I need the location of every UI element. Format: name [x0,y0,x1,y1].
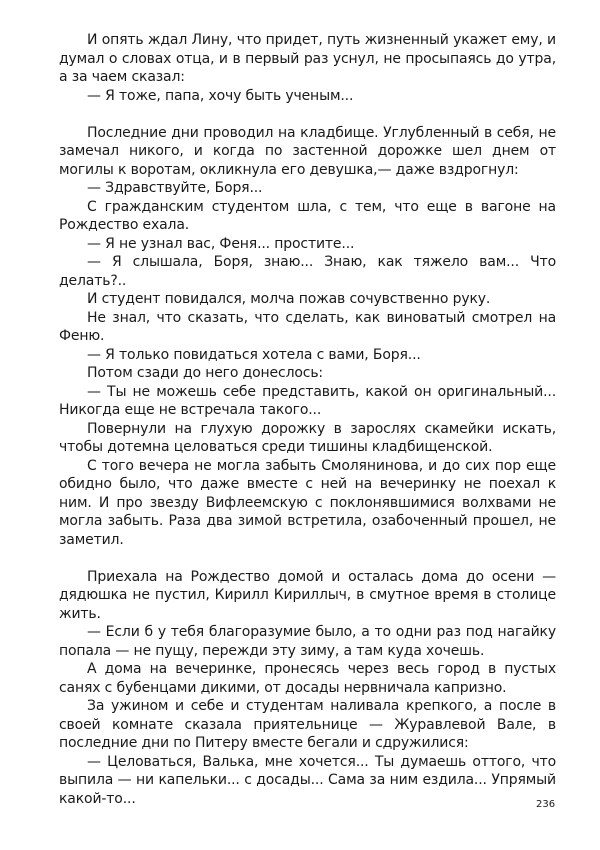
paragraph: — Ты не можешь себе представить, какой он оригинальный... Никогда еще не встречала такого... [59,383,556,418]
section-break [59,105,556,124]
paragraph: Приехала на Рождество домой и осталась дома до осени — дядюшка не пустил, Кирилл Кириллыч, в смутное время в столице жить. [59,568,556,622]
paragraph: С того вечера не могла забыть Смолянинова, и до сих пор еще обидно было, что даже вместе с ней на вечеринку не поехал к ним. И про звезду Вифлеемскую с поклонявшимися волхвами не могла забыть. Раза два зимой встретила, озабоченный прошел, не заметил. [59,457,556,548]
paragraph: Потом сзади до него донеслось: [87,365,323,381]
paragraph: И опять ждал Лину, что придет, путь жизненный укажет ему, и думал о словах отца, и в первый раз уснул, не просыпаясь до утра, а за чаем сказал: [59,32,556,85]
paragraph: За ужином и себе и студентам наливала крепкого, а после в своей комнате сказала приятельнице — Журавлевой Вале, в последние дни по Питеру вместе бегали и сдружилися: [59,698,556,751]
page-number: 236 [536,799,556,810]
paragraph: Повернули на глухую дорожку в зарослях скамейки искать, чтобы дотемна целоваться среди тишины кладбищенской. [59,420,556,455]
paragraph: — Я тоже, папа, хочу быть ученым... [87,87,354,104]
paragraph: С гражданским студентом шла, с тем, что еще в вагоне на Рождество ехала. [59,198,556,233]
paragraph: — Если б у тебя благоразумие было, а то одни раз под нагайку попала — не пущу, пережди эту зиму, а там куда хочешь. [59,624,556,659]
paragraph: И студент повидался, молча пожав сочувственно руку. [87,291,491,307]
paragraph: — Я только повидаться хотела с вами, Боря... [87,346,421,363]
paragraph: Не знал, что сказать, что сделать, как виноватый смотрел на Феню. [59,309,556,344]
paragraph: Последние дни проводил на кладбище. Углубленный в себя, не замечал никого, и когда по застенной дорожке шел днем от могилы к воротам, окликнула его девушка,— даже вздрогнул: [59,124,556,178]
paragraph: — Целоваться, Валька, мне хочется... Ты думаешь оттого, что выпила — ни капельки... с досады... Сама за ним ездила... Упрямый какой-то... [59,753,556,807]
page-text [59,31,556,808]
paragraph: А дома на вечеринке, пронесясь через весь город в пустых санях с бубенцами дикими, от досады нервничала капризно. [59,661,556,696]
paragraph: — Я слышала, Боря, знаю... Знаю, как тяжело вам... Что делать?.. [59,254,556,289]
paragraph: — Я не узнал вас, Феня... простите... [87,235,355,252]
paragraph: — Здравствуйте, Боря... [87,180,263,196]
section-break [59,549,556,568]
